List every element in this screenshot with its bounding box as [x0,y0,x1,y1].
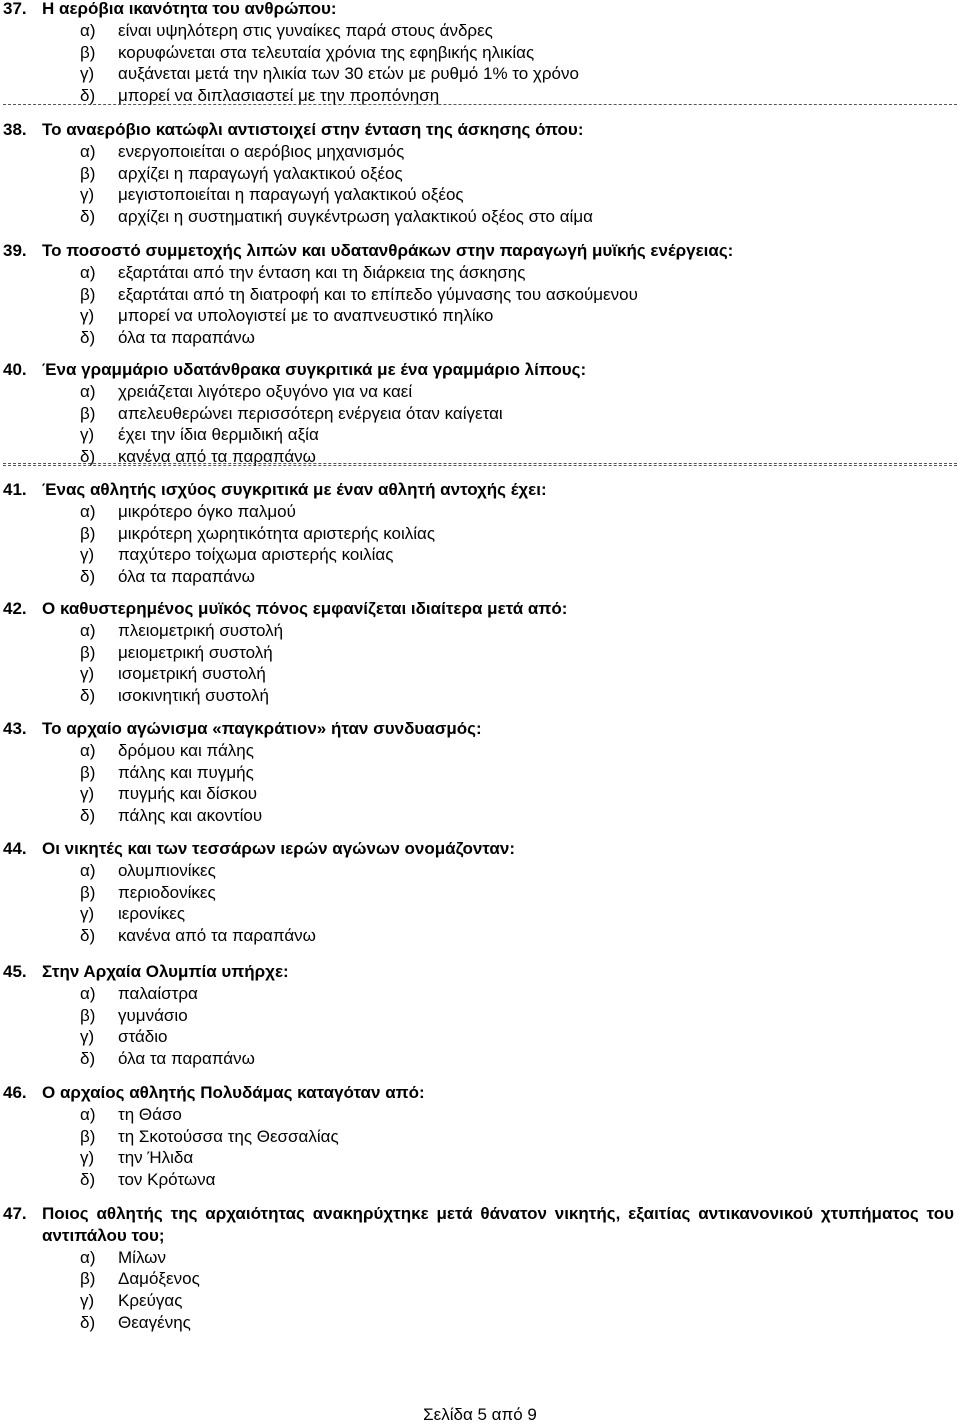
question-heading [0,598,960,620]
option-letter: δ) [80,1312,96,1332]
option-letter: β) [80,1005,96,1025]
question-block [0,1203,960,1334]
question-heading [0,1082,960,1104]
question-heading [0,0,960,20]
answer-option [0,685,960,707]
question-number: 38. [3,120,27,139]
answer-option [0,424,960,446]
option-text: κορυφώνεται στα τελευταία χρόνια της εφηβικής ηλικίας [118,42,535,62]
option-letter: δ) [80,207,96,227]
option-letter: γ) [80,185,95,205]
option-letter: β) [80,403,96,423]
answer-option [0,663,960,685]
option-text: δρόμου και πάλης [118,740,254,760]
option-letter: δ) [80,328,96,348]
answer-option [0,262,960,284]
question-number: 37. [3,0,27,18]
answer-option [0,1247,960,1269]
option-text: παλαίστρα [118,983,198,1003]
option-letter: γ) [80,64,95,84]
question-block [0,359,960,468]
option-text: αυξάνεται μετά την ηλικία των 30 ετών με ρυθμό 1% το χρόνο [118,64,579,84]
option-letter: γ) [80,425,95,445]
option-text: εξαρτάται από την ένταση και τη διάρκεια της άσκησης [118,262,526,282]
answer-option [0,523,960,545]
option-text: εξαρτάται από τη διατροφή και το επίπεδο γύμνασης του ασκούμενου [118,284,638,304]
option-text: απελευθερώνει περισσότερη ενέργεια όταν καίγεται [118,403,503,423]
question-text: Οι νικητές και των τεσσάρων ιερών αγώνων ονομάζονταν: [42,839,515,858]
question-text: Ο καθυστερημένος μυϊκός πόνος εμφανίζεται ιδιαίτερα μετά από: [42,599,568,618]
answer-option [0,284,960,306]
answer-option [0,860,960,882]
option-text: την Ήλιδα [118,1148,194,1168]
answer-option [0,544,960,566]
answer-option [0,1048,960,1070]
option-letter: β) [80,163,96,183]
option-letter: β) [80,523,96,543]
question-number: 42. [3,599,27,618]
answer-option [0,501,960,523]
option-letter: β) [80,642,96,662]
question-heading [0,240,960,262]
option-text: Κρεύγας [118,1291,183,1311]
question-number: 46. [3,1083,27,1102]
question-number: 47. [3,1204,27,1223]
option-text: παχύτερο τοίχωμα αριστερής κοιλίας [118,545,394,565]
option-letter: γ) [80,1027,95,1047]
answer-option [0,882,960,904]
option-text: πάλης και πυγμής [118,762,254,782]
answer-option [0,85,960,107]
option-text: αρχίζει η παραγωγή γαλακτικού οξέος [118,163,403,183]
page-footer: Σελίδα 5 από 9 [423,1405,537,1424]
option-letter: α) [80,381,96,401]
answer-option [0,1169,960,1191]
option-text: Θεαγένης [118,1312,191,1332]
option-letter: β) [80,882,96,902]
question-number: 45. [3,962,27,981]
question-block [0,718,960,827]
answer-option [0,163,960,185]
question-heading [0,1203,960,1247]
answer-option [0,1126,960,1148]
option-letter: γ) [80,306,95,326]
option-letter: β) [80,1126,96,1146]
option-text: στάδιο [118,1027,168,1047]
option-text: μικρότερο όγκο παλμού [118,501,296,521]
option-text: μεγιστοποιείται η παραγωγή γαλακτικού οξέος [118,185,464,205]
option-text: μπορεί να υπολογιστεί με το αναπνευστικό πηλίκο [118,306,494,326]
question-block [0,479,960,588]
option-text: μικρότερη χωρητικότητα αριστερής κοιλίας [118,523,436,543]
question-heading [0,838,960,860]
question-heading [0,718,960,740]
option-letter: δ) [80,1049,96,1069]
answer-option [0,206,960,228]
answer-option [0,762,960,784]
question-number: 41. [3,480,27,499]
option-letter: α) [80,141,96,161]
question-block [0,838,960,947]
answer-option [0,740,960,762]
question-text: Το αρχαίο αγώνισμα «παγκράτιον» ήταν συνδυασμός: [42,719,482,738]
answer-option [0,642,960,664]
answer-option [0,63,960,85]
question-number: 43. [3,719,27,738]
option-text: τη Σκοτούσσα της Θεσσαλίας [118,1126,339,1146]
question-block [0,961,960,1070]
question-block [0,240,960,349]
answer-option [0,42,960,64]
option-letter: α) [80,620,96,640]
question-number: 44. [3,839,27,858]
option-text: ισομετρική συστολή [118,664,266,684]
question-number: 39. [3,241,27,260]
option-text: είναι υψηλότερη στις γυναίκες παρά στους άνδρες [118,20,493,40]
option-letter: γ) [80,545,95,565]
answer-option [0,1268,960,1290]
question-number: 40. [3,360,27,379]
option-text: τη Θάσο [118,1104,182,1124]
option-text: περιοδονίκες [118,882,216,902]
answer-option [0,141,960,163]
answer-option [0,925,960,947]
option-text: ενεργοποιείται ο αερόβιος μηχανισμός [118,141,405,161]
option-text: Δαμόξενος [118,1269,200,1289]
question-text: Ποιος αθλητής της αρχαιότητας ανακηρύχτηκε μετά θάνατον νικητής, εξαιτίας αντικανονικού χτυπήματος του αντιπάλου του; [42,1204,954,1245]
answer-option [0,1290,960,1312]
option-letter: δ) [80,567,96,587]
option-letter: γ) [80,1148,95,1168]
option-letter: γ) [80,664,95,684]
option-letter: δ) [80,447,96,467]
question-text: Ο αρχαίος αθλητής Πολυδάμας καταγόταν από: [42,1083,425,1102]
option-letter: γ) [80,784,95,804]
option-text: κανένα από τα παραπάνω [118,447,316,467]
option-text: ισοκινητική συστολή [118,686,269,706]
answer-option [0,305,960,327]
option-letter: α) [80,262,96,282]
answer-option [0,20,960,42]
option-text: χρειάζεται λιγότερο οξυγόνο για να καεί [118,381,413,401]
question-heading [0,119,960,141]
option-text: γυμνάσιο [118,1005,188,1025]
answer-option [0,1104,960,1126]
option-letter: β) [80,284,96,304]
option-text: τον Κρότωνα [118,1170,216,1190]
question-block [0,598,960,707]
answer-option [0,1312,960,1334]
option-letter: α) [80,1104,96,1124]
option-letter: α) [80,740,96,760]
option-text: έχει την ίδια θερμιδική αξία [118,425,319,445]
option-letter: β) [80,1269,96,1289]
answer-option [0,1147,960,1169]
question-block [0,119,960,228]
option-text: ολυμπιονίκες [118,860,216,880]
option-letter: α) [80,860,96,880]
option-text: ιερονίκες [118,904,186,924]
question-divider [3,463,957,464]
option-letter: α) [80,983,96,1003]
answer-option [0,446,960,468]
option-text: πλειομετρική συστολή [118,620,284,640]
option-text: όλα τα παραπάνω [118,567,255,587]
option-text: μειομετρική συστολή [118,642,273,662]
option-text: κανένα από τα παραπάνω [118,926,316,946]
option-text: Μίλων [118,1247,166,1267]
question-text: Ένα γραμμάριο υδατάνθρακα συγκριτικά με ένα γραμμάριο λίπους: [42,360,587,379]
answer-option [0,327,960,349]
question-text: Ένας αθλητής ισχύος συγκριτικά με έναν αθλητή αντοχής έχει: [42,480,547,499]
option-letter: α) [80,20,96,40]
option-letter: δ) [80,926,96,946]
answer-option [0,805,960,827]
answer-option [0,566,960,588]
option-letter: α) [80,1247,96,1267]
option-letter: α) [80,501,96,521]
option-letter: β) [80,762,96,782]
option-text: όλα τα παραπάνω [118,1049,255,1069]
answer-option [0,903,960,925]
question-text: Το αναερόβιο κατώφλι αντιστοιχεί στην ένταση της άσκησης όπου: [42,120,584,139]
option-text: πυγμής και δίσκου [118,784,258,804]
option-text: όλα τα παραπάνω [118,328,255,348]
question-heading [0,479,960,501]
answer-option [0,381,960,403]
question-block [0,1082,960,1191]
question-heading [0,359,960,381]
question-heading [0,961,960,983]
option-letter: γ) [80,904,95,924]
option-text: μπορεί να διπλασιαστεί με την προπόνηση [118,86,440,106]
option-text: αρχίζει η συστηματική συγκέντρωση γαλακτικού οξέος στο αίμα [118,207,593,227]
answer-option [0,1026,960,1048]
question-block [0,0,960,107]
option-letter: δ) [80,686,96,706]
answer-option [0,184,960,206]
answer-option [0,403,960,425]
option-letter: γ) [80,1291,95,1311]
option-letter: δ) [80,806,96,826]
question-text: Η αερόβια ικανότητα του ανθρώπου: [42,0,337,18]
answer-option [0,1005,960,1027]
option-letter: β) [80,42,96,62]
question-text: Στην Αρχαία Ολυμπία υπήρχε: [42,962,289,981]
question-text: Το ποσοστό συμμετοχής λιπών και υδατανθράκων στην παραγωγή μυϊκής ενέργειας: [42,241,734,260]
option-letter: δ) [80,1170,96,1190]
answer-option [0,783,960,805]
answer-option [0,983,960,1005]
option-letter: δ) [80,86,96,106]
option-text: πάλης και ακοντίου [118,806,263,826]
answer-option [0,620,960,642]
